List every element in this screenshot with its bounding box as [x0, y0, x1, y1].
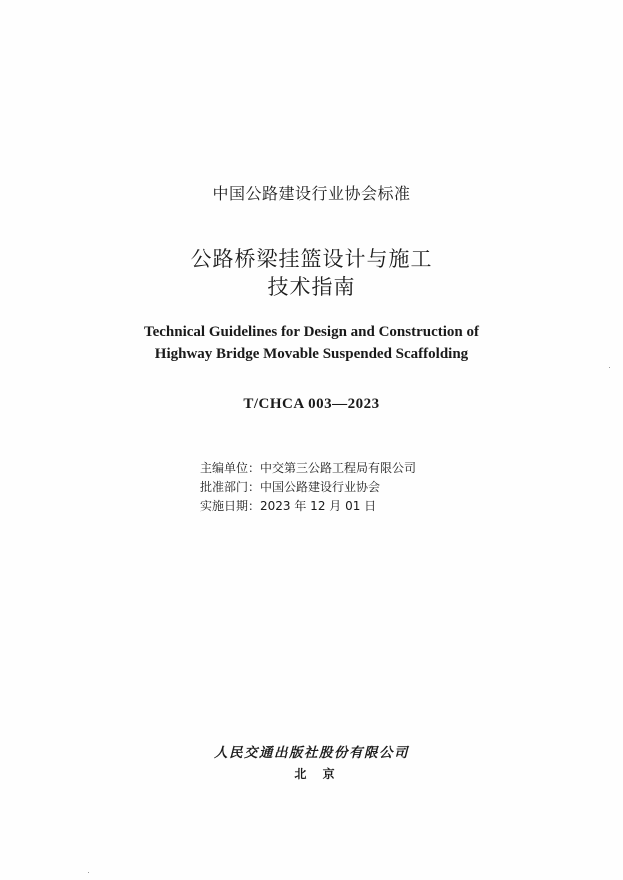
info-block: [200, 459, 416, 516]
title-cn-line-2: 技术指南: [267, 275, 356, 299]
title-en-line-2: Highway Bridge Movable Suspended Scaffolding: [154, 346, 469, 362]
approver-value: 中国公路建设行业协会: [260, 480, 381, 494]
editor-row: [200, 459, 416, 478]
editor-value: 中交第三公路工程局有限公司: [260, 461, 417, 475]
scan-speck: [609, 367, 610, 368]
org-standard-heading: 中国公路建设行业协会标准: [212, 184, 411, 203]
publisher-name: 人民交通出版社股份有限公司: [214, 745, 409, 761]
effective-date-label: 实施日期：: [200, 499, 261, 513]
approver-label: 批准部门：: [200, 480, 261, 494]
standard-number: T/CHCA 003—2023: [243, 396, 380, 412]
effective-date-value: 2023 年 12 月 01 日: [260, 499, 377, 513]
title-cn-line-1: 公路桥梁挂篮设计与施工: [190, 247, 433, 271]
publisher-city: 北 京: [294, 767, 341, 781]
scan-speck: [88, 872, 89, 873]
editor-label: 主编单位：: [200, 461, 261, 475]
title-en-line-1: Technical Guidelines for Design and Construction of: [143, 324, 480, 340]
approver-row: [200, 478, 416, 497]
effective-date-row: [200, 497, 416, 516]
